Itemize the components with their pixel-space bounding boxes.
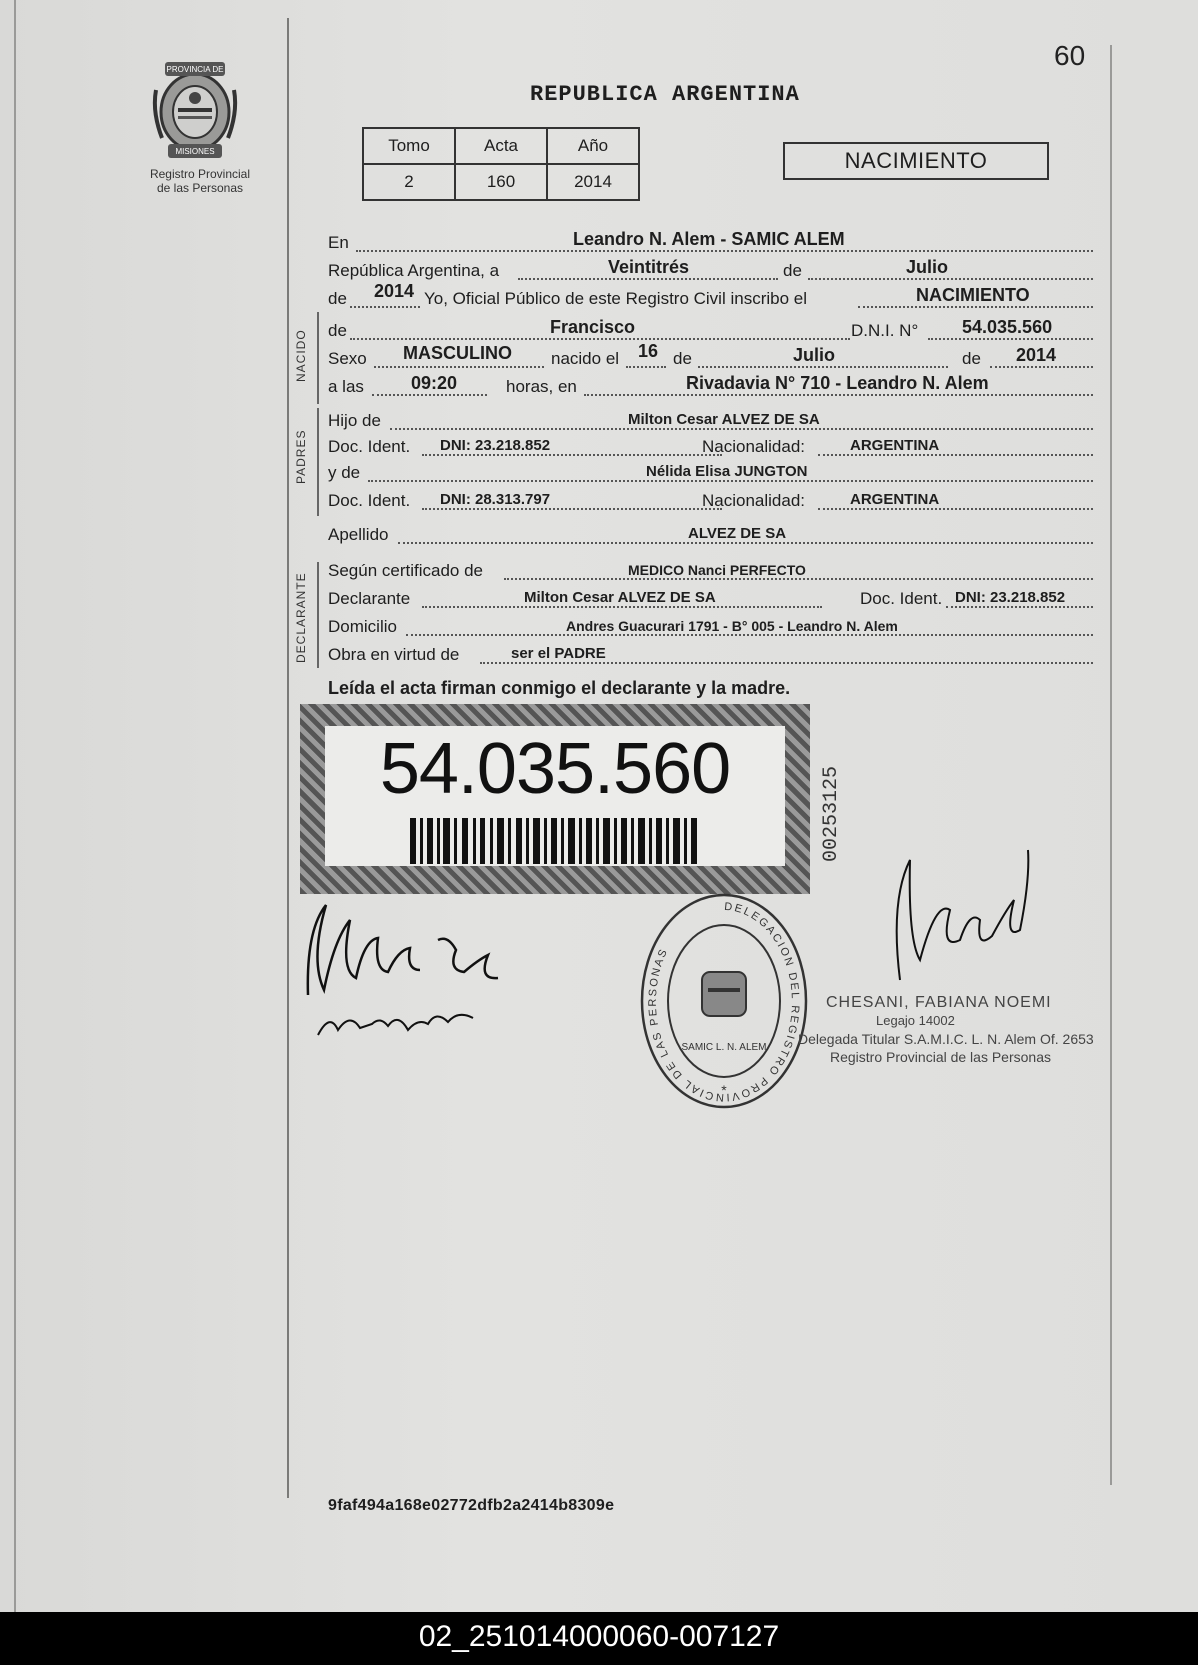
label-nacido-el: nacido el [551,349,620,368]
register-table [362,127,640,201]
value-nacido-mes: Julio [793,345,836,365]
row-apellido [328,524,1093,548]
section-divider-nacido [317,312,319,404]
value-nacionalidad-madre: ARGENTINA [850,491,940,508]
stamp-inner-text: SAMIC L. N. ALEM [681,1042,767,1053]
row-padre [328,410,1093,434]
label-horas-en: horas, en [506,377,577,396]
margin-line-left [287,18,289,1498]
svg-text:*: * [721,1082,727,1098]
row-domicilio [328,616,1093,640]
value-mes: Julio [906,257,949,277]
value-declarante: Milton Cesar ALVEZ DE SA [524,589,716,606]
label-de-anio: de [328,289,347,308]
label-a-las: a las [328,377,364,396]
label-nacionalidad-2: Nacionalidad: [702,491,806,510]
label-declarante: Declarante [328,589,411,608]
value-domicilio: Andres Guacurari 1791 - B° 005 - Leandro N. Alem [566,618,898,634]
row-doc-madre [328,490,1093,514]
value-nacionalidad-padre: ARGENTINA [850,437,940,454]
binding-edge [14,0,16,1612]
label-doc-ident-3: Doc. Ident. [860,589,943,608]
page-number: 60 [1054,40,1086,71]
label-sexo: Sexo [328,349,367,368]
label-apellido: Apellido [328,525,389,544]
register-value-anio: 2014 [547,164,639,200]
organization-name: Registro Provincial de las Personas [149,167,251,195]
footer-id: 02_251014000060-007127 [418,1620,780,1653]
document-hash: 9faf494a168e02772dfb2a2414b8309e [328,1497,615,1514]
row-en [328,229,1093,256]
value-dia: Veintitrés [608,257,690,277]
document-title: REPUBLICA ARGENTINA [530,82,800,107]
row-declarante [328,588,1093,612]
row-segun-certificado [328,560,1093,584]
value-doc-padre: DNI: 23.218.852 [440,437,551,454]
row-fecha-inscripcion [328,257,1093,284]
officer-legajo: Legajo 14002 [876,1013,955,1028]
value-lugar-inscripcion: Leandro N. Alem - SAMIC ALEM [573,229,845,249]
margin-line-right [1110,45,1112,1485]
value-padre: Milton Cesar ALVEZ DE SA [628,411,820,428]
register-value-acta: 160 [455,164,547,200]
label-de-nombre: de [328,321,347,340]
label-domicilio: Domicilio [328,617,397,636]
value-lugar-nacimiento: Rivadavia N° 710 - Leandro N. Alem [686,373,989,393]
value-sexo: MASCULINO [403,343,512,363]
row-obra-en-virtud [328,644,1093,668]
value-apellido: ALVEZ DE SA [688,525,787,542]
value-doc-madre: DNI: 28.313.797 [440,491,551,508]
official-stamp [638,890,810,1112]
section-divider-declarante [317,562,319,668]
value-segun-certificado: MEDICO Nanci PERFECTO [628,562,806,578]
seal-text-bottom: MISIONES [175,147,215,156]
officer-block [798,994,1094,1066]
row-nombre [328,317,1093,344]
row-madre [328,462,1093,486]
value-anio: 2014 [374,281,415,301]
row-hora-lugar [328,373,1093,400]
register-header-anio: Año [547,128,639,164]
row-sexo [328,341,1093,372]
declarante-signature [298,900,528,1050]
value-obra-en-virtud: ser el PADRE [511,645,606,662]
label-republica: República Argentina, a [328,261,500,280]
officer-signature [880,840,1040,1000]
value-nacido-dia: 16 [638,341,659,361]
stamp-ring-text: DELEGACION DEL REGISTRO PROVINCIAL DE LAS PERSONAS [646,900,801,1104]
register-value-tomo: 2 [363,164,455,200]
label-de: de [783,261,802,280]
officer-organization: Registro Provincial de las Personas [830,1049,1051,1065]
value-hora: 09:20 [411,373,458,393]
label-dni: D.N.I. N° [851,321,919,340]
row-anio-inscripcion [328,281,1093,312]
barcode-icon [410,818,705,864]
value-inscribo: NACIMIENTO [916,285,1030,305]
label-y-de: y de [328,463,361,482]
seal-text-top: PROVINCIA DE [166,65,224,74]
label-doc-ident-2: Doc. Ident. [328,491,411,510]
label-hijo-de: Hijo de [328,411,381,430]
section-divider-padres [317,408,319,516]
sticker-serial-number: 00253125 [820,765,843,862]
officer-name: CHESANI, FABIANA NOEMI [826,994,1052,1011]
officer-role: Delegada Titular S.A.M.I.C. L. N. Alem Of. 2653 [798,1031,1094,1047]
label-oficial: Yo, Oficial Público de este Registro Civil inscribo el [424,289,807,308]
act-type-box: NACIMIENTO [783,142,1049,180]
label-doc-ident-1: Doc. Ident. [328,437,411,456]
value-doc-declarante: DNI: 23.218.852 [955,589,1066,606]
value-dni: 54.035.560 [962,317,1053,337]
side-label-padres: PADRES [294,429,308,484]
row-doc-padre [328,436,1093,460]
label-obra-en-virtud: Obra en virtud de [328,645,460,664]
register-header-acta: Acta [455,128,547,164]
id-number-sticker [300,704,810,894]
sticker-id-number: 54.035.560 [379,729,731,809]
side-label-declarante: DECLARANTE [294,572,308,663]
closing-statement: Leída el acta firman conmigo el declarante y la madre. [328,678,791,698]
value-nacido-anio: 2014 [1016,345,1057,365]
register-header-tomo: Tomo [363,128,455,164]
label-nacido-de: de [673,349,692,368]
value-madre: Nélida Elisa JUNGTON [646,463,808,480]
label-nacido-de2: de [962,349,981,368]
label-nacionalidad-1: Nacionalidad: [702,437,806,456]
label-en: En [328,233,349,252]
side-label-nacido: NACIDO [294,329,308,382]
label-segun-certificado: Según certificado de [328,561,483,580]
value-nombre: Francisco [550,317,636,337]
provincial-seal-icon [150,60,240,160]
